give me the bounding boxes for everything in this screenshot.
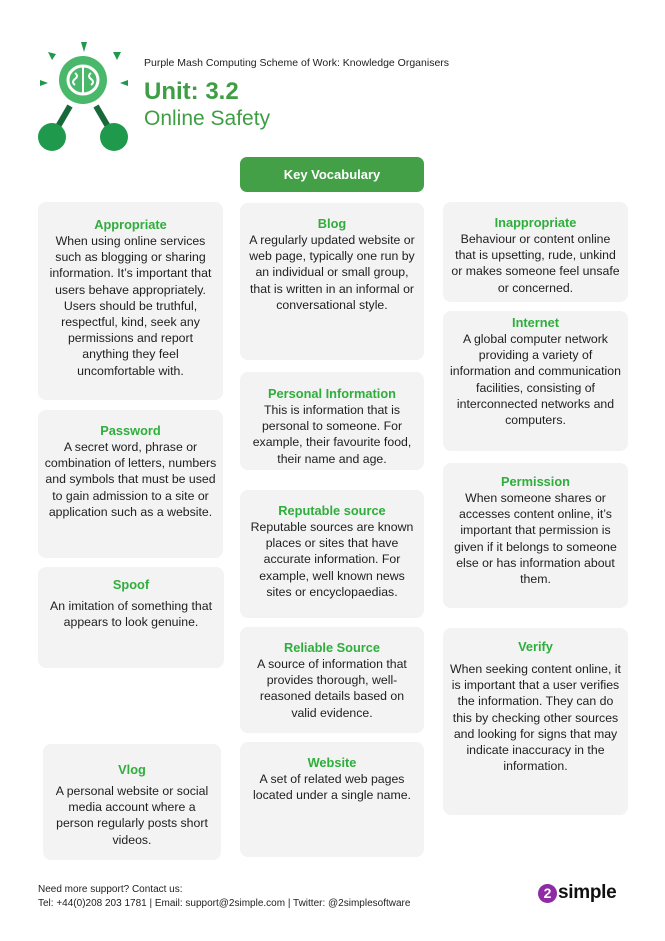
vocab-card-blog [240, 203, 424, 360]
vocab-definition: When seeking content online, it is important that a user verifies the information. They can do this by checking other sources and looking for signs that may indicate inaccuracy in the information. [450, 662, 621, 774]
vocab-term: Appropriate [94, 217, 167, 232]
vocab-card-appropriate [38, 202, 223, 400]
vocab-card-verify [443, 628, 628, 815]
vocab-card-vlog [43, 744, 221, 860]
brand-word: simple [558, 882, 617, 903]
key-vocabulary-heading: Key Vocabulary [240, 157, 424, 192]
vocab-definition: A personal website or social media account where a person regularly posts short videos. [55, 784, 209, 847]
topic-title: Online Safety [144, 107, 271, 130]
vocab-definition: This is information that is personal to someone. For example, their favourite food, their name and age. [252, 403, 412, 466]
vocab-definition: When using online services such as blogging or sharing information. It’s important that users behave appropriately. Users should be truthful, respectful, kind, seek any permissions and report anything they feel uncomfortable with. [49, 234, 212, 378]
vocab-card-reputable-source [240, 490, 424, 618]
vocab-definition: An imitation of something that appears to look genuine. [50, 599, 212, 630]
vocab-definition: A set of related web pages located under a single name. [253, 772, 411, 803]
brain-lightbulb-icon [30, 40, 135, 152]
support-text: Need more support? Contact us: [38, 884, 183, 895]
vocab-card-permission [443, 463, 628, 608]
vocab-term: Website [307, 755, 357, 770]
vocab-card-spoof [38, 567, 224, 668]
vocab-card-personal-information [240, 372, 424, 470]
vocab-definition: A source of information that provides thorough, well-reasoned details based on valid evidence. [257, 657, 407, 720]
vocab-card-reliable-source [240, 627, 424, 733]
vocab-term: Password [100, 423, 161, 438]
vocab-definition: A secret word, phrase or combination of letters, numbers and symbols that must be used to gain admission to a site or application such as a website. [44, 440, 217, 519]
vocab-definition: A regularly updated website or web page, typically one run by an individual or small group, that is written in an informal or conversational style. [249, 233, 415, 312]
contact-details: Tel: +44(0)208 203 1781 | Email: support@2simple.com | Twitter: @2simplesoftware [38, 898, 411, 909]
vocab-term: Reputable source [278, 503, 386, 518]
brand-badge: 2 [538, 884, 557, 903]
2simple-logo [538, 882, 616, 904]
vocab-term: Inappropriate [494, 215, 577, 230]
vocab-term: Spoof [112, 577, 150, 592]
vocab-definition: Reputable sources are known places or sites that have accurate information. For example, well known news sites or encyclopaedias. [250, 520, 414, 599]
vocab-definition: Behaviour or content online that is upsetting, rude, unkind or makes someone feel unsafe or concerned. [451, 232, 620, 295]
vocab-definition: A global computer network providing a variety of information and communication facilities, consisting of interconnected networks and computers. [450, 332, 621, 428]
vocab-card-inappropriate [443, 202, 628, 302]
vocab-term: Reliable Source [283, 640, 380, 655]
vocab-card-password [38, 410, 223, 558]
vocab-term: Vlog [118, 762, 146, 777]
unit-title: Unit: 3.2 [144, 78, 239, 105]
vocab-card-internet [443, 311, 628, 451]
vocab-term: Verify [518, 639, 553, 654]
vocab-term: Personal Information [268, 386, 396, 401]
vocab-term: Permission [501, 474, 570, 489]
vocab-definition: When someone shares or accesses content online, it’s important that permission is given if it belongs to someone else or has information about them. [454, 491, 617, 587]
vocab-term: Blog [317, 216, 347, 231]
vocab-term: Internet [512, 315, 559, 330]
vocab-card-website [240, 742, 424, 857]
scheme-subtitle: Purple Mash Computing Scheme of Work: Knowledge Organisers [144, 57, 450, 69]
